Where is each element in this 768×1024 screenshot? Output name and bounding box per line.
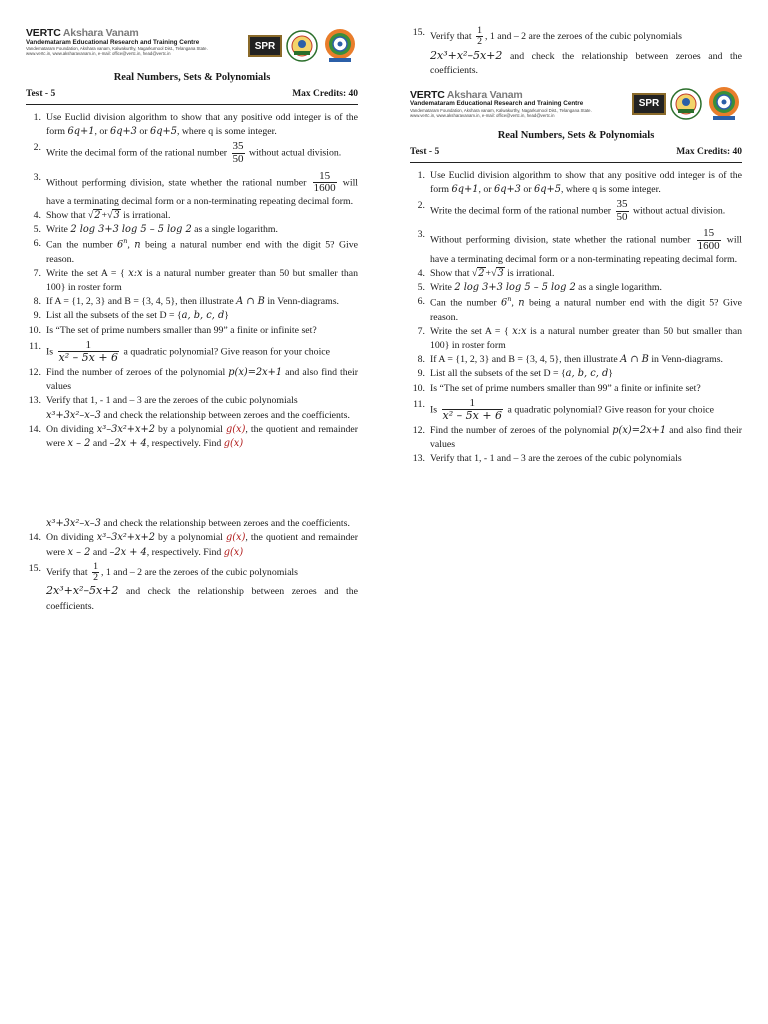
q-math: 2x³+x²–5x+2 bbox=[430, 48, 503, 62]
q-num: 13. bbox=[28, 395, 41, 407]
q-num: 9. bbox=[33, 310, 41, 322]
q-text: is a natural number greater than 50 but smaller than 100} in roster form bbox=[46, 267, 359, 294]
fraction-numerator: 1 bbox=[442, 398, 504, 411]
spr-logo: SPR bbox=[632, 93, 666, 115]
fraction-numerator: 15 bbox=[697, 228, 721, 241]
brand-name-gray: Akshara Vanam bbox=[62, 27, 139, 39]
question-4: 4. Show that √2+√3 is irrational. bbox=[26, 209, 358, 223]
q-text: , the quotient and remainder were bbox=[46, 423, 359, 449]
q-text: } bbox=[608, 368, 613, 380]
spr-logo: SPR bbox=[248, 35, 282, 57]
fraction bbox=[476, 26, 483, 48]
question-12 bbox=[410, 424, 742, 452]
fraction-denominator: 50 bbox=[232, 152, 244, 165]
question-13-continued bbox=[26, 517, 358, 531]
q-text: Is “The set of prime numbers smaller than 99” a finite or infinite set? bbox=[46, 324, 317, 336]
q-math: x³+3x²–x–3 bbox=[46, 518, 101, 530]
brand-name bbox=[26, 28, 208, 39]
question-11 bbox=[410, 398, 742, 422]
question-9 bbox=[410, 367, 742, 381]
brand-address: Vandemataram Foundation, Akshara vanam, Kalwakurthy, Nagarkurnool Dist., Telangana State. bbox=[26, 45, 208, 51]
q-text: by a polynomial bbox=[158, 423, 223, 435]
q-math: p(x)=2x+1 bbox=[612, 424, 667, 436]
q-text: Without performing division, state whether the rational number bbox=[46, 176, 307, 188]
q-math: 6 bbox=[116, 239, 124, 251]
q-text: Write the set A = { bbox=[430, 325, 509, 337]
q-text: Use Euclid division algorithm to show that any positive odd integer is of the form bbox=[46, 112, 358, 138]
q-num: 5. bbox=[33, 224, 41, 235]
q-text: Verify that 1, - 1 and – 3 are the zeroes of the cubic polynomials bbox=[46, 395, 298, 407]
q-num: 2. bbox=[417, 200, 425, 212]
brand-name-bold: VERTC bbox=[410, 88, 445, 101]
brand-name-gray: Akshara Vanam bbox=[446, 88, 523, 101]
q-num: 6. bbox=[33, 238, 41, 250]
q-text: Write the set A = { bbox=[46, 267, 125, 279]
fraction-denominator: 2 bbox=[477, 36, 482, 48]
fraction bbox=[442, 398, 504, 422]
q-math: 2 bbox=[478, 267, 485, 279]
max-credits: Max Credits: 40 bbox=[676, 146, 742, 157]
q-text: and bbox=[92, 546, 107, 558]
q-text: will have a terminating decimal form or a non-terminating repeating decimal form. bbox=[430, 234, 743, 265]
fraction-denominator: 1600 bbox=[697, 240, 720, 253]
right-column bbox=[410, 26, 742, 467]
q-math: x:x bbox=[512, 325, 527, 337]
q-text: Can the number bbox=[46, 239, 113, 251]
q-num: 8. bbox=[417, 354, 425, 366]
q-text: and also find their values bbox=[430, 424, 742, 451]
brand-address: Vandemataram Foundation, Akshara vanam, Kalwakurthy, Nagarkurnool Dist., Telangana State. bbox=[410, 107, 592, 113]
q-math: g(x) bbox=[223, 438, 244, 449]
fraction-denominator: 2 bbox=[93, 572, 98, 584]
q-text: Show that bbox=[46, 209, 86, 221]
question-3 bbox=[410, 228, 742, 266]
fraction-denominator: x² – 5x + 6 bbox=[58, 351, 119, 365]
q-num: 11. bbox=[413, 398, 425, 410]
q-text: Verify that bbox=[46, 566, 88, 578]
q-num: 2. bbox=[33, 142, 41, 154]
q-text: Is bbox=[430, 404, 438, 416]
question-list bbox=[410, 169, 742, 467]
brand-subtitle: Vandemataram Educational Research and Training Centre bbox=[26, 38, 200, 46]
brand-web: www.vertc.in, www.aksharavanam.in, e-mail: office@vertc.in, head@vertc.in bbox=[26, 51, 171, 57]
q-math: x:x bbox=[128, 267, 143, 279]
logos bbox=[632, 86, 742, 122]
brand-subtitle: Vandemataram Educational Research and Training Centre bbox=[410, 100, 584, 108]
fraction-numerator: 35 bbox=[232, 140, 244, 153]
q-text: and bbox=[92, 438, 107, 449]
brand-name bbox=[410, 90, 592, 101]
q-math: n bbox=[134, 239, 141, 251]
q-text: , or bbox=[478, 184, 492, 196]
q-text: Can the number bbox=[430, 297, 497, 309]
question-3 bbox=[26, 171, 358, 209]
q-num: 6. bbox=[417, 296, 425, 308]
q-math: –2x + 4 bbox=[109, 438, 147, 449]
q-text: , 1 and – 2 are the zeroes of the cubic polynomials bbox=[484, 31, 682, 43]
q-math: 2 log 3+3 log 5 – 5 log 2 bbox=[454, 281, 576, 293]
q-num: 1. bbox=[417, 169, 425, 181]
q-num: 8. bbox=[33, 296, 41, 308]
q-num: 3. bbox=[33, 171, 41, 183]
q-text: in Venn-diagrams. bbox=[267, 296, 339, 308]
q-math: 2x³+x²–5x+2 bbox=[46, 584, 119, 598]
q-math: x – 2 bbox=[67, 438, 91, 449]
q-math: 6q+3 bbox=[109, 126, 137, 138]
q-math: g(x) bbox=[223, 546, 244, 558]
fraction-numerator: 35 bbox=[616, 198, 628, 211]
q-text: Find the number of zeroes of the polynomial bbox=[46, 366, 226, 378]
q-math: g(x) bbox=[225, 423, 246, 435]
question-list bbox=[26, 111, 358, 451]
question-6 bbox=[26, 237, 358, 267]
q-text: and check the relationship between zeroes and the coefficients. bbox=[430, 50, 743, 76]
q-text: Find the number of zeroes of the polynomial bbox=[430, 424, 610, 436]
q-num: 15. bbox=[28, 562, 41, 574]
brand bbox=[26, 28, 208, 56]
question-10 bbox=[410, 382, 742, 396]
q-text: a quadratic polynomial? Give reason for your choice bbox=[123, 346, 330, 358]
q-math: –2x + 4 bbox=[109, 546, 147, 558]
q-num: 3. bbox=[417, 229, 425, 241]
q-text: Show that bbox=[430, 267, 470, 279]
q-num: 13. bbox=[412, 453, 425, 465]
fraction-numerator: 1 bbox=[93, 560, 98, 572]
q-text: is irrational. bbox=[123, 209, 171, 221]
question-11 bbox=[26, 340, 358, 364]
question-1 bbox=[26, 111, 358, 139]
q-num: 11. bbox=[29, 340, 41, 352]
q-text: being a natural number end with the digit 5? Give reason. bbox=[46, 239, 358, 265]
brand-name-bold: VERTC bbox=[26, 27, 61, 39]
question-15-top bbox=[410, 26, 742, 78]
q-text: and check the relationship between zeroes and the coefficients. bbox=[103, 518, 350, 530]
q-math: a, b, c, d bbox=[181, 310, 225, 322]
q-math: 3 bbox=[113, 209, 120, 221]
q-text: , respectively. Find bbox=[146, 546, 222, 558]
q-math: + bbox=[101, 209, 108, 221]
test-label: Test - 5 bbox=[410, 146, 440, 157]
q-num: 7. bbox=[33, 267, 41, 279]
question-list-top bbox=[410, 26, 742, 78]
q-text: is a natural number greater than 50 but smaller than 100} in roster form bbox=[430, 325, 743, 352]
q-num: 12. bbox=[412, 424, 425, 436]
q-text: , where q is some integer. bbox=[176, 126, 277, 138]
question-6 bbox=[410, 295, 742, 325]
q-math: 6q+5 bbox=[150, 126, 177, 138]
q-text: , 1 and – 2 are the zeroes of the cubic polynomials bbox=[100, 566, 298, 578]
logos bbox=[248, 28, 358, 64]
q-num: 4. bbox=[417, 267, 425, 279]
q-text: Verify that 1, - 1 and – 3 are the zeroes of the cubic polynomials bbox=[430, 453, 682, 465]
left-column bbox=[26, 28, 358, 614]
q-text: Write bbox=[46, 224, 68, 235]
question-7 bbox=[410, 325, 742, 353]
fraction bbox=[92, 562, 99, 584]
q-text: List all the subsets of the set D = { bbox=[430, 368, 566, 380]
question-2 bbox=[410, 199, 742, 223]
fraction bbox=[697, 228, 721, 252]
q-math: x³–3x²+x+2 bbox=[96, 423, 155, 435]
q-num: 1. bbox=[33, 112, 41, 123]
q-text: and check the relationship between zeroes and the coefficients. bbox=[46, 586, 359, 612]
question-4: 4. Show that √2+√3 is irrational. bbox=[410, 267, 742, 281]
fraction bbox=[616, 199, 629, 223]
q-text: On dividing bbox=[46, 532, 94, 544]
q-math: x³+3x²–x–3 bbox=[46, 409, 101, 421]
q-text: , the quotient and remainder were bbox=[46, 532, 359, 558]
q-math: n bbox=[518, 297, 525, 309]
page-title: Real Numbers, Sets & Polynomials bbox=[497, 129, 655, 141]
max-credits: Max Credits: 40 bbox=[292, 89, 358, 99]
brand bbox=[410, 90, 592, 118]
q-math: 2 bbox=[94, 209, 101, 221]
question-7 bbox=[26, 267, 358, 295]
question-14 bbox=[26, 423, 358, 451]
question-8 bbox=[410, 353, 742, 367]
emblem-logo-2 bbox=[706, 86, 742, 122]
q-text: If A = {1, 2, 3} and B = {3, 4, 5}, then illustrate bbox=[430, 354, 618, 366]
q-text: without actual division. bbox=[632, 205, 726, 217]
question-14-repeat bbox=[26, 531, 358, 559]
fraction bbox=[232, 141, 245, 165]
fraction-numerator: 1 bbox=[58, 340, 120, 353]
q-text: as a single logarithm. bbox=[578, 281, 662, 293]
page-title: Real Numbers, Sets & Polynomials bbox=[113, 72, 271, 83]
q-text: is irrational. bbox=[507, 267, 555, 279]
q-num: 10. bbox=[28, 324, 41, 336]
q-text: being a natural number end with the digit 5? Give reason. bbox=[430, 297, 742, 323]
q-num: 5. bbox=[417, 281, 425, 293]
q-text: in Venn-diagrams. bbox=[651, 354, 723, 366]
q-text: If A = {1, 2, 3} and B = {3, 4, 5}, then illustrate bbox=[46, 296, 234, 308]
fraction bbox=[313, 171, 337, 195]
q-math: 2 log 3+3 log 5 – 5 log 2 bbox=[70, 224, 192, 235]
question-10 bbox=[26, 324, 358, 338]
q-text: Use Euclid division algorithm to show that any positive odd integer is of the form bbox=[430, 169, 742, 196]
q-text: a quadratic polynomial? Give reason for your choice bbox=[507, 404, 714, 416]
q-math: 6 bbox=[500, 297, 508, 309]
fraction-numerator: 15 bbox=[313, 171, 337, 184]
q-math: 6q+1 bbox=[67, 126, 95, 138]
emblem-logo-1 bbox=[286, 30, 318, 62]
question-list-continued bbox=[26, 517, 358, 614]
q-math: x – 2 bbox=[67, 546, 91, 558]
q-num: 9. bbox=[417, 368, 425, 380]
header bbox=[26, 28, 358, 68]
q-num: 15. bbox=[412, 27, 425, 38]
question-5 bbox=[410, 281, 742, 295]
q-num: 7. bbox=[417, 325, 425, 337]
test-meta bbox=[26, 89, 358, 105]
q-math: 6q+3 bbox=[493, 184, 521, 196]
test-label: Test - 5 bbox=[26, 89, 56, 99]
q-text: as a single logarithm. bbox=[194, 224, 278, 235]
emblem-logo-1 bbox=[670, 88, 702, 120]
q-num: 14. bbox=[28, 532, 41, 544]
q-text: List all the subsets of the set D = { bbox=[46, 310, 182, 322]
q-text: , bbox=[511, 297, 514, 309]
q-math: 3 bbox=[497, 267, 504, 279]
q-text: } bbox=[224, 310, 229, 322]
q-text: , bbox=[127, 239, 130, 251]
question-8 bbox=[26, 295, 358, 309]
q-math: p(x)=2x+1 bbox=[228, 366, 283, 378]
fraction bbox=[58, 340, 120, 364]
q-math: A ∩ B bbox=[620, 354, 649, 366]
q-text: by a polynomial bbox=[158, 532, 223, 544]
question-1 bbox=[410, 169, 742, 197]
q-text: and check the relationship between zeroes and the coefficients. bbox=[103, 409, 350, 421]
q-math: 6q+1 bbox=[451, 184, 479, 196]
fraction-denominator: 50 bbox=[616, 210, 628, 223]
question-13 bbox=[410, 452, 742, 466]
question-13 bbox=[26, 394, 358, 422]
q-math: x³–3x²+x+2 bbox=[96, 532, 155, 544]
question-9 bbox=[26, 309, 358, 323]
brand-web: www.vertc.in, www.aksharavanam.in, e-mail: office@vertc.in, head@vertc.in bbox=[410, 113, 555, 119]
q-text: will have a terminating decimal form or a non-terminating repeating decimal form. bbox=[46, 176, 359, 207]
question-12 bbox=[26, 366, 358, 394]
q-math: + bbox=[485, 267, 492, 279]
q-text: Is bbox=[46, 346, 54, 358]
test-meta bbox=[410, 147, 742, 163]
q-text: Write the decimal form of the rational number bbox=[46, 147, 228, 159]
q-text: Write bbox=[430, 281, 452, 293]
q-math-sup: n bbox=[123, 237, 128, 246]
q-text: , respectively. Find bbox=[146, 438, 222, 449]
q-text: Write the decimal form of the rational number bbox=[430, 205, 612, 217]
q-math: A ∩ B bbox=[236, 296, 265, 308]
q-text: On dividing bbox=[46, 423, 94, 435]
q-num: 10. bbox=[412, 382, 425, 394]
q-math: g(x) bbox=[225, 532, 246, 544]
fraction-denominator: 1600 bbox=[313, 182, 336, 195]
question-5 bbox=[26, 223, 358, 237]
q-text: without actual division. bbox=[248, 147, 342, 159]
q-text: and also find their values bbox=[46, 366, 358, 393]
question-15 bbox=[26, 562, 358, 614]
q-num: 14. bbox=[28, 423, 41, 435]
q-math-sup: n bbox=[507, 295, 512, 304]
q-text: or bbox=[139, 126, 148, 138]
q-text: Verify that bbox=[430, 31, 472, 43]
q-text: or bbox=[523, 184, 532, 196]
q-text: , or bbox=[94, 126, 108, 138]
fraction-numerator: 1 bbox=[477, 25, 482, 36]
q-math: a, b, c, d bbox=[565, 368, 609, 380]
q-text: , where q is some integer. bbox=[560, 184, 661, 196]
q-num: 4. bbox=[33, 209, 41, 221]
header-2 bbox=[410, 84, 742, 124]
fraction-denominator: x² – 5x + 6 bbox=[442, 409, 503, 423]
q-math: 6q+5 bbox=[534, 184, 561, 196]
q-num: 12. bbox=[28, 366, 41, 378]
question-2 bbox=[26, 141, 358, 165]
q-text: Without performing division, state whether the rational number bbox=[430, 234, 691, 246]
emblem-logo-2 bbox=[322, 28, 358, 64]
q-text: Is “The set of prime numbers smaller than 99” a finite or infinite set? bbox=[430, 382, 701, 394]
